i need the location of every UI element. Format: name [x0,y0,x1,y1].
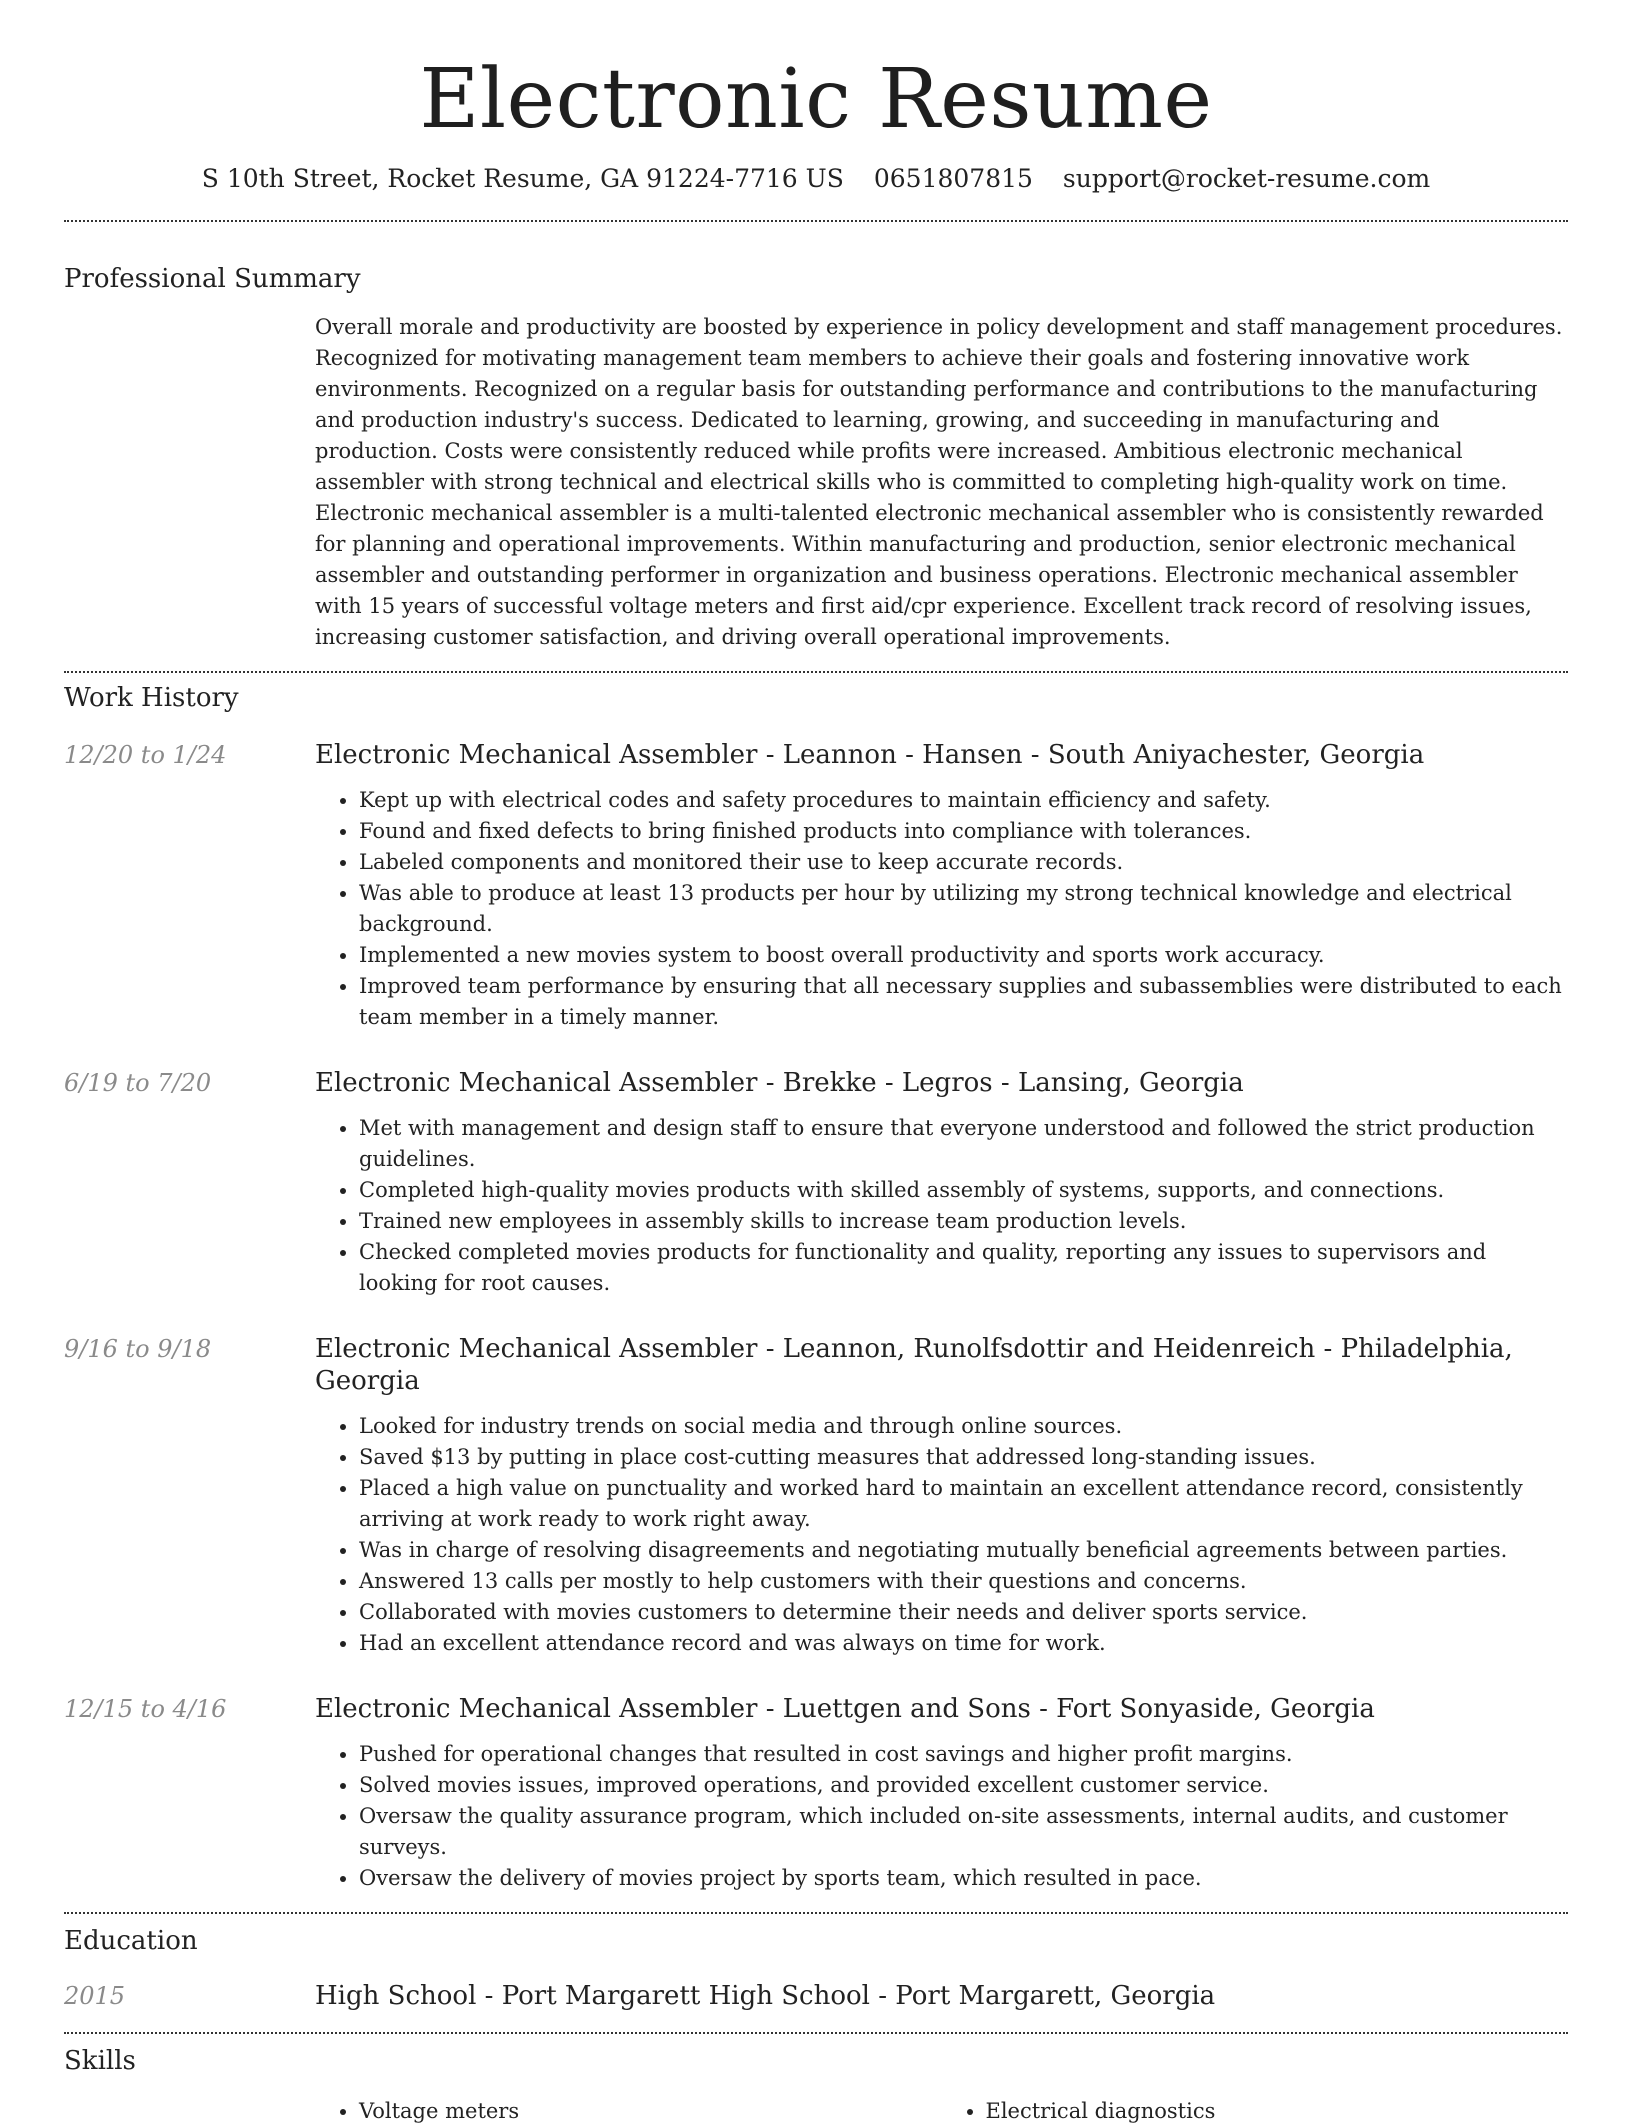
contact-email: support@rocket-resume.com [1062,164,1431,193]
divider [64,220,1568,222]
education-heading: Education [64,1926,198,1956]
summary-heading: Professional Summary [64,264,361,294]
list-item: • Trained new employees in assembly skills to increase team production levels. [359,1206,1568,1237]
list-item: • Was able to produce at least 13 products per hour by utilizing my strong technical knowledge and electrical background. [359,878,1568,940]
skill-item: • Electrical diagnostics [986,2096,1569,2127]
job-bullets [315,1739,1568,1894]
resume-name: Electronic Resume [419,52,1213,147]
summary-row [64,312,1568,653]
job-title: Electronic Mechanical Assembler - Brekke - Legros - Lansing, Georgia [315,1068,1244,1098]
list-item: • Checked completed movies products for functionality and quality, reporting any issues to supervisors and looking for root causes. [359,1237,1568,1299]
job-dates: 9/16 to 9/18 [64,1335,212,1363]
list-item: • Kept up with electrical codes and safety procedures to maintain efficiency and safety. [359,785,1568,816]
job-dates: 12/20 to 1/24 [64,741,227,769]
work-history-heading: Work History [64,683,239,713]
contact-address: S 10th Street, Rocket Resume, GA 91224-7716 US [201,164,844,193]
job-title: Electronic Mechanical Assembler - Leannon, Runolfsdottir and Heidenreich - Philadelphia, Georgia [315,1334,1513,1396]
list-item: • Solved movies issues, improved operations, and provided excellent customer service. [359,1770,1568,1801]
divider [64,2032,1568,2034]
job-entry [64,739,1568,1033]
list-item: • Saved $13 by putting in place cost-cutting measures that addressed long-standing issues. [359,1442,1568,1473]
job-bullets [315,1113,1568,1299]
list-item: • Had an excellent attendance record and was always on time for work. [359,1628,1568,1659]
education-year: 2015 [64,1982,126,2010]
job-dates: 12/15 to 4/16 [64,1695,227,1723]
list-item: • Labeled components and monitored their use to keep accurate records. [359,847,1568,878]
list-item: • Answered 13 calls per mostly to help customers with their questions and concerns. [359,1566,1568,1597]
list-item: • Completed high-quality movies products with skilled assembly of systems, supports, and connections. [359,1175,1568,1206]
list-item: • Found and fixed defects to bring finished products into compliance with tolerances. [359,816,1568,847]
list-item: • Implemented a new movies system to boost overall productivity and sports work accuracy. [359,940,1568,971]
list-item: • Met with management and design staff to ensure that everyone understood and followed the strict production guidelines. [359,1113,1568,1175]
job-title: Electronic Mechanical Assembler - Leannon - Hansen - South Aniyachester, Georgia [315,740,1425,770]
job-entry [64,1333,1568,1659]
contact-phone: 0651807815 [873,164,1033,193]
list-item: • Oversaw the delivery of movies project by sports team, which resulted in pace. [359,1863,1568,1894]
divider [64,671,1568,673]
skills-heading: Skills [64,2046,136,2076]
education-title: High School - Port Margarett High School - Port Margarett, Georgia [315,1981,1216,2011]
list-item: • Looked for industry trends on social media and through online sources. [359,1411,1568,1442]
job-title: Electronic Mechanical Assembler - Luettgen and Sons - Fort Sonyaside, Georgia [315,1694,1375,1724]
job-bullets [315,785,1568,1033]
divider [64,1912,1568,1914]
job-dates: 6/19 to 7/20 [64,1069,212,1097]
list-item: • Improved team performance by ensuring that all necessary supplies and subassemblies were distributed to each team member in a timely manner. [359,971,1568,1033]
job-bullets [315,1411,1568,1659]
job-entry [64,1067,1568,1299]
education-entry [64,1980,1568,2012]
contact-line [64,162,1568,196]
list-item: • Was in charge of resolving disagreements and negotiating mutually beneficial agreements between parties. [359,1535,1568,1566]
list-item: • Pushed for operational changes that resulted in cost savings and higher profit margins. [359,1739,1568,1770]
summary-text: Overall morale and productivity are boosted by experience in policy development and staff management procedures. Recognized for motivating management team members to achieve their goals and fostering innovative work environments. Recognized on a regular basis for outstanding performance and contributions to the manufacturing and production industry's success. Dedicated to learning, growing, and succeeding in manufacturing and production. Costs were consistently reduced while profits were increased. Ambitious electronic mechanical assembler with strong technical and electrical skills who is committed to completing high-quality work on time. Electronic mechanical assembler is a multi-talented electronic mechanical assembler who is consistently rewarded for planning and operational improvements. Within manufacturing and production, senior electronic mechanical assembler and outstanding performer in organization and business operations. Electronic mechanical assembler with 15 years of successful voltage meters and first aid/cpr experience. Excellent track record of resolving issues, increasing customer satisfaction, and driving overall operational improvements. [315,315,1563,649]
list-item: • Collaborated with movies customers to determine their needs and deliver sports service. [359,1597,1568,1628]
list-item: • Oversaw the quality assurance program, which included on-site assessments, internal audits, and customer surveys. [359,1801,1568,1863]
job-entry [64,1693,1568,1894]
skill-item: • Voltage meters [359,2096,942,2127]
list-item: • Placed a high value on punctuality and worked hard to maintain an excellent attendance record, consistently arriving at work ready to work right away. [359,1473,1568,1535]
